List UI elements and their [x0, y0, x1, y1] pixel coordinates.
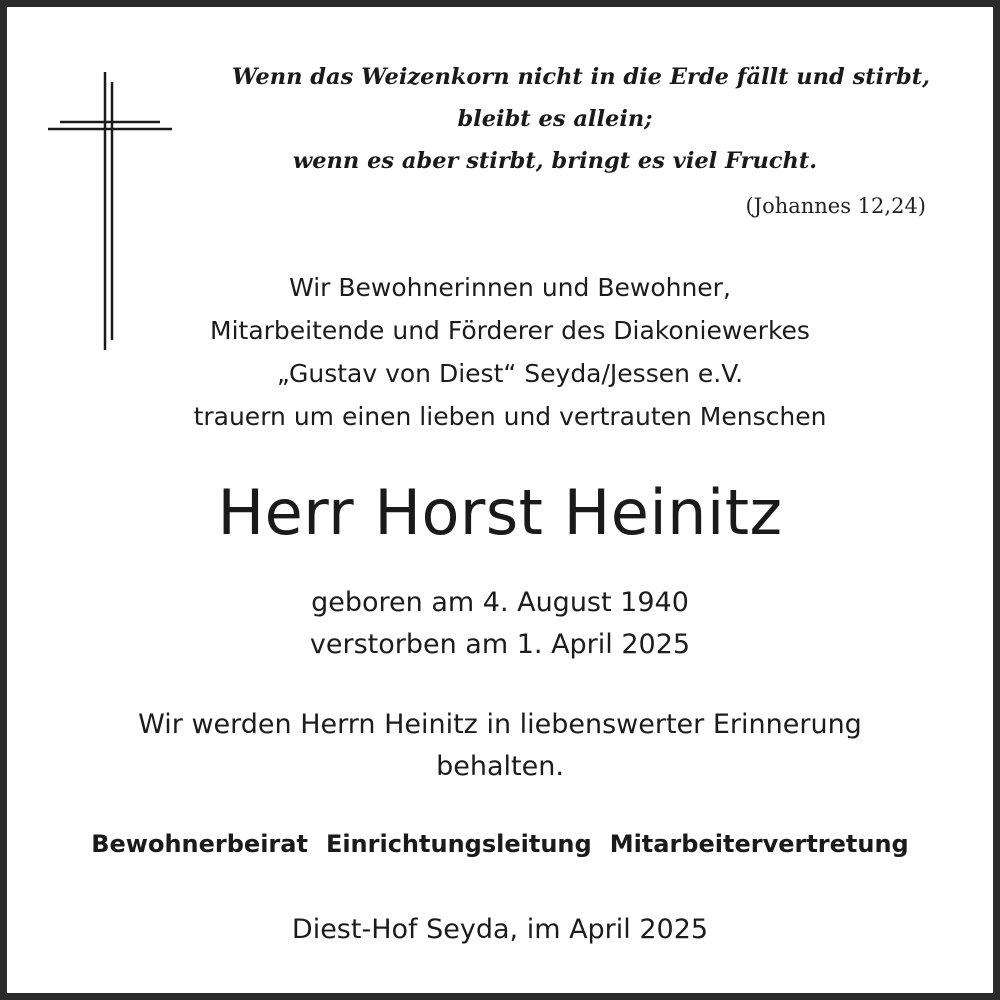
mourners-line-2: Mitarbeitende und Förderer des Diakoniewerkes	[210, 316, 810, 345]
bible-verse	[180, 56, 930, 182]
memory-line-2: behalten.	[436, 751, 564, 782]
verse-line-1: Wenn das Weizenkorn nicht in die Erde fällt und stirbt,	[231, 64, 930, 90]
verse-line-2: bleibt es allein;	[457, 106, 653, 132]
deceased-name: Herr Horst Heinitz	[217, 476, 783, 549]
life-dates	[0, 582, 1000, 666]
verse-line-3: wenn es aber stirbt, bringt es viel Frucht.	[292, 148, 818, 174]
death-date: verstorben am 1. April 2025	[309, 629, 691, 660]
memory-statement	[40, 704, 960, 788]
place-and-date: Diest-Hof Seyda, im April 2025	[291, 914, 709, 945]
memory-line-1: Wir werden Herrn Heinitz in liebenswerter Erinnerung	[138, 709, 862, 740]
signer-facility-management: Einrichtungsleitung	[325, 830, 592, 858]
birth-date: geboren am 4. August 1940	[311, 587, 689, 618]
verse-reference: (Johannes 12,24)	[745, 194, 926, 218]
mourners-line-1: Wir Bewohnerinnen und Bewohner,	[289, 273, 731, 302]
mourners-line-3: „Gustav von Diest“ Seyda/Jessen e.V.	[276, 359, 744, 388]
mourners-line-4: trauern um einen lieben und vertrauten Menschen	[193, 402, 827, 431]
mourners-statement	[110, 266, 910, 438]
signer-staff-representation: Mitarbeitervertretung	[609, 830, 909, 858]
signers	[0, 830, 1000, 858]
signer-residents-council: Bewohnerbeirat	[91, 830, 308, 858]
